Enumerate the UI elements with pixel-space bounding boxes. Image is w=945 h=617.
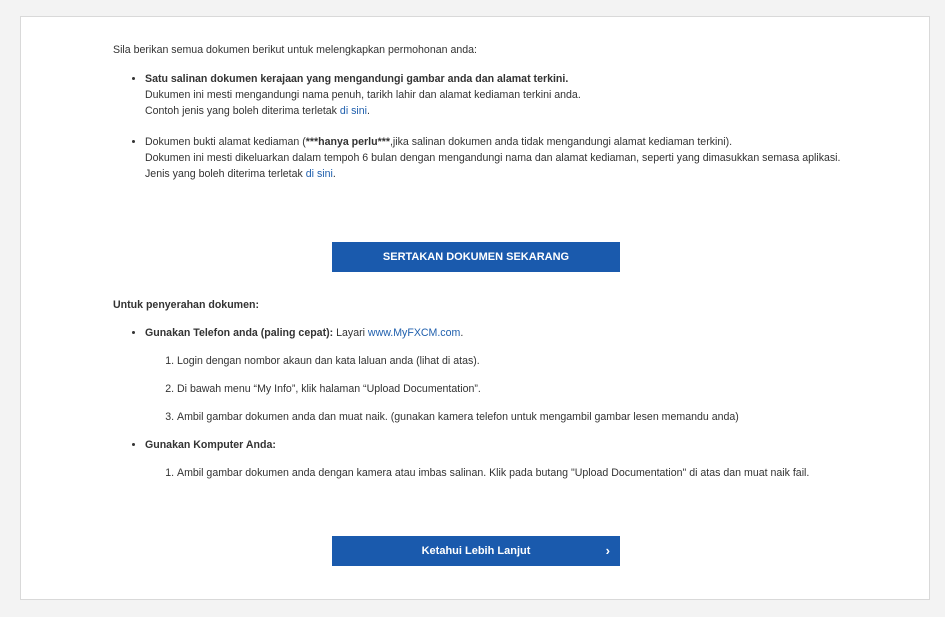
example-link[interactable]: di sini xyxy=(339,105,368,117)
phone-steps-list xyxy=(145,353,853,425)
learn-more-label: Ketahui Lebih Lanjut xyxy=(421,545,531,557)
method-computer xyxy=(145,437,853,481)
document-panel xyxy=(20,16,930,600)
document-example-prefix: Jenis yang boleh diterima terletak xyxy=(145,168,306,180)
upload-documents-button[interactable]: SERTAKAN DOKUMEN SEKARANG xyxy=(332,242,620,272)
required-documents-section xyxy=(113,42,853,197)
computer-steps-list xyxy=(145,465,853,481)
step-item: 2. Di bawah menu “My Info”, klik halaman “Upload Documentation”. xyxy=(177,381,853,397)
chevron-right-icon: › xyxy=(605,543,610,558)
document-example-prefix: Contoh jenis yang boleh diterima terletak xyxy=(145,105,340,117)
document-item-address xyxy=(145,134,853,182)
punctuation: . xyxy=(460,327,464,339)
submission-section xyxy=(113,297,853,493)
method-phone-text: Layari xyxy=(333,327,368,339)
document-title: Satu salinan dokumen kerajaan yang mengandungi gambar anda dan alamat terkini. xyxy=(145,73,569,85)
document-title-prefix: Dokumen bukti alamat kediaman ( xyxy=(145,136,306,148)
document-description: Dokumen ini mesti dikeluarkan dalam tempoh 6 bulan dengan mengandungi nama dan alamat kediaman, seperti yang dimasukkan semasa aplikasi. xyxy=(145,152,841,164)
learn-more-button[interactable] xyxy=(332,536,620,566)
method-computer-label: Gunakan Komputer Anda: xyxy=(145,439,276,451)
method-phone-label: Gunakan Telefon anda (paling cepat): xyxy=(145,327,334,339)
document-title-suffix: ,jika salinan dokumen anda tidak mengandungi alamat kediaman terkini). xyxy=(389,136,733,148)
step-item: 1. Login dengan nombor akaun dan kata laluan anda (lihat di atas). xyxy=(177,353,853,369)
document-title-emphasis: ***hanya perlu*** xyxy=(305,136,390,148)
punctuation: . xyxy=(332,168,336,180)
punctuation: . xyxy=(367,105,370,117)
method-phone xyxy=(145,325,853,425)
document-item-id xyxy=(145,71,853,119)
myfxcm-link[interactable]: www.MyFXCM.com xyxy=(367,327,461,339)
submission-title: Untuk penyerahan dokumen: xyxy=(113,299,259,311)
example-link[interactable]: di sini xyxy=(305,168,333,180)
submission-methods-list xyxy=(113,325,853,481)
step-item: 3. Ambil gambar dokumen anda dan muat naik. (gunakan kamera telefon untuk mengambil gambar lesen memandu anda) xyxy=(177,409,853,425)
intro-text: Sila berikan semua dokumen berikut untuk melengkapkan permohonan anda: xyxy=(113,44,477,56)
document-list xyxy=(113,71,853,182)
document-description: Dukumen ini mesti mengandungi nama penuh, tarikh lahir dan alamat kediaman terkini anda. xyxy=(145,89,581,101)
step-item: 1. Ambil gambar dokumen anda dengan kamera atau imbas salinan. Klik pada butang "Upload Documentation" di atas dan muat naik fail. xyxy=(177,465,853,481)
